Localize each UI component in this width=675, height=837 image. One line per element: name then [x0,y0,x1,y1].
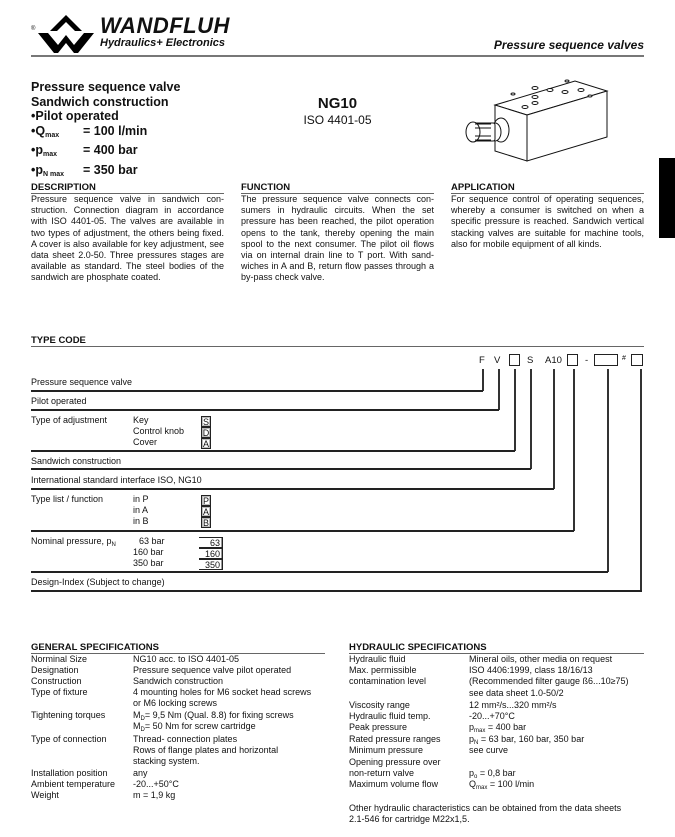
feature-pilot: •Pilot operated [31,109,119,123]
general-specs-heading: GENERAL SPECIFICATIONS [31,642,325,654]
code-dash: - [585,355,589,366]
category-title: Pressure sequence valves [493,38,644,52]
code-option-a: A [202,439,209,449]
nominal-size: NG10 [317,95,358,112]
wandfluh-logo-icon [36,13,96,55]
code-function-slot[interactable] [567,354,578,366]
row-type-of-adjustment: Type of adjustment [31,415,108,425]
function-section [241,182,434,284]
hydraulic-note-1: Other hydraulic characteristics can be obtained from the data sheets [349,803,622,813]
option-key: Key [133,415,149,425]
option-63-bar: 63 bar [139,536,165,546]
code-option-63: 63 [199,537,223,548]
hydraulic-specs-heading: HYDRAULIC SPECIFICATIONS [349,642,644,654]
product-summary [31,80,231,182]
row-pressure-sequence-valve: Pressure sequence valve [31,377,133,387]
row-line-5 [31,530,574,532]
connector-s [530,369,532,469]
connector-v [498,369,500,410]
side-index-tab [659,158,675,238]
code-pressure-slot[interactable] [594,354,618,366]
row-pilot-operated: Pilot operated [31,396,87,406]
row-line-1 [31,409,499,411]
type-code-heading: TYPE CODE [31,335,644,347]
feature-pnmax: $•p_{N max}$ = 350 bar [31,162,138,178]
option-in-b: in B [133,516,149,526]
code-option-in-b: B [202,518,209,528]
connector-design-index [640,369,642,591]
code-option-d: D [202,428,210,438]
function-text: The pressure sequence valve connects con-sumers in hydraulic circuits. When the set pressure has been reached, the pilot operation opens to the tank, thereby opening the main spool to the next consumer. The pilot oil flows via on internal drain line to T port. With sand-wiches in A and B, return flow passes through a by-pass check valve. [241,194,434,283]
function-heading: FUNCTION [241,182,434,194]
connector-adjustment [514,369,516,451]
brand-subtitle: Hydraulics+ Electronics [100,37,226,49]
row-line-2 [31,450,515,452]
hydraulic-specs-table: Hydraulic fluid Mineral oils, other media on request Max. permissible ISO 4406:1999, class 18/16/13 contamination level (Recommended filter gauge ß6...10≥75) see data sheet 1.0-50/2 Viscosity range 12 mm²/s...320 mm²/s Hydraulic fluid temp. -20...+70°C Peak pressure $p_{max} = 400$ bar Rated pressure ranges $p_N = 63$ bar, 160 bar, 350 bar Minimum pressure see curve Opening pressure over non-return valve $p_o = 0,8$ bar Maximum volume flow $Q_{max} = 100$ l/min Other hydraulic characteristics can be obtained from the data sheets 2.1-546 for cartridge M22x1,5. [349,654,659,834]
application-section [451,182,644,250]
description-heading: DESCRIPTION [31,182,224,194]
general-specs-table: Norminal Size NG10 acc. to ISO 4401-05 Designation Pressure sequence valve pilot operated Construction Sandwich construction Type of fixture 4 mounting holes for M6 socket head screws or M6 locking screws Tightening torques $M_D= 9,5$ Nm (Qual. 8.8) for fixing screws $M_D= 50$ Nm for screw cartridge Type of connection Thread- connection plates Rows of flange plates and horizontal stacking system. Installation position any Ambient temperature -20...+50°C Weight m = 1,9 kg [31,654,312,800]
code-option-in-a: A [202,507,209,517]
code-v: V [494,355,501,366]
registered-mark: ® [31,26,36,32]
row-line-7 [31,590,642,592]
code-design-index-slot[interactable] [631,354,643,366]
iso-standard: ISO 4401-05 [303,113,372,127]
option-in-a: in A [133,505,149,515]
code-option-160: 160 [199,548,223,559]
connector-pressure [607,369,609,572]
header-divider [31,55,644,57]
row-design-index: Design-Index (Subject to change) [31,577,165,587]
code-adjustment-slot[interactable] [509,354,520,366]
valve-illustration-icon [455,75,615,165]
row-sandwich-construction: Sandwich construction [31,456,122,466]
row-nominal-pressure: Nominal pressure, $p_N$ [31,536,116,548]
code-hash: # [622,355,626,362]
row-line-0 [31,390,483,392]
option-350-bar: 350 bar [133,558,164,568]
option-control-knob: Control knob [133,426,185,436]
row-line-3 [31,468,531,470]
row-line-6 [31,571,608,573]
code-option-p: P [202,496,209,506]
code-option-350: 350 [199,559,223,570]
option-160-bar: 160 bar [133,547,164,557]
feature-pmax: $•p_{max}$ = 400 bar [31,143,138,158]
feature-qmax: $•Q_{max}$ = 100 l/min [31,123,148,139]
code-option-s: S [202,417,209,427]
row-type-list-function: Type list / function [31,494,104,504]
brand-name: WANDFLUH [100,13,230,38]
row-iso-interface: International standard interface ISO, NG10 [31,475,202,485]
header [0,0,675,60]
option-cover: Cover [133,437,158,447]
connector-f [482,369,484,391]
code-s: S [527,355,534,366]
option-in-p: in P [133,494,149,504]
description-section [31,182,224,284]
row-line-4 [31,488,554,490]
description-text: Pressure sequence valve in sandwich con-struction. Connection diagram in accordance with ISO 4401-05. The valves are available in two types of adjustment, the others being fixed. A cover is also available for key adjustment, see data sheet 2.0-50. Three pressures stages are available as standard. The steel bodies of the sandwich are phosphate coated. [31,194,224,283]
product-title-2: Sandwich construction [31,94,169,109]
code-a10: A10 [545,355,562,366]
connector-function [573,369,575,531]
code-f: F [479,355,485,366]
application-heading: APPLICATION [451,182,644,194]
product-title-1: Pressure sequence valve [31,80,181,94]
application-text: For sequence control of operating sequences, whereby a consumer is switched on when a specific pressure is reached. Sandwich vertical stacking valves are suitable for machine tools, also for mobile equipment of all kinds. [451,194,644,249]
hydraulic-note-2: 2.1-546 for cartridge M22x1,5. [349,814,470,824]
connector-a10 [553,369,555,489]
